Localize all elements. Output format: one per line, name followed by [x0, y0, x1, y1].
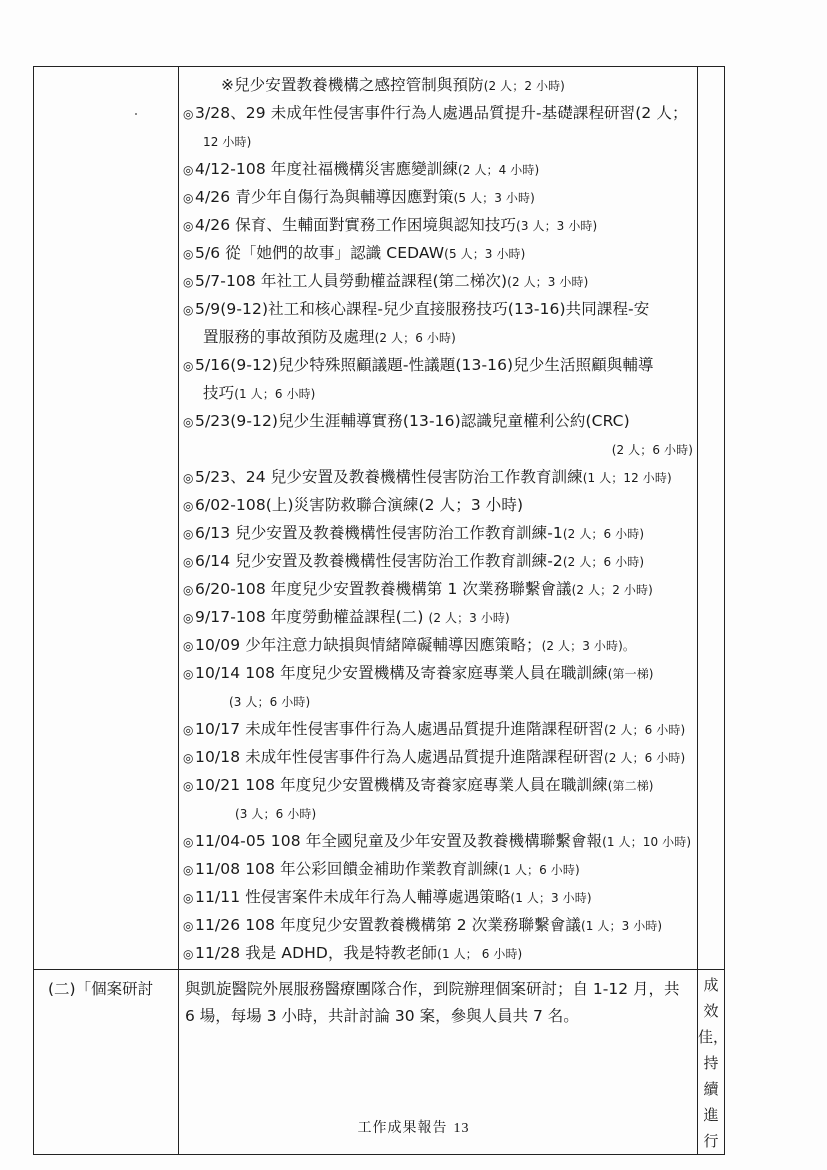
training-item-detail: (2 人；2 小時) — [571, 583, 653, 597]
training-item — [183, 547, 697, 575]
result-text-line: 佳， — [698, 1028, 729, 1046]
training-item-text: 9/17-108 年度勞動權益課程(二) — [195, 608, 429, 626]
training-list — [179, 67, 697, 969]
bullet-icon: ◎ — [183, 919, 194, 933]
bullet-icon: ◎ — [183, 219, 194, 233]
training-item-text: 3/28、29 未成年性侵害事件行為人處遇品質提升-基礎課程研習(2 人； — [195, 104, 688, 122]
training-item-detail: (2 人；6 小時) — [374, 331, 456, 345]
training-item-detail: (3 人；6 小時) — [235, 807, 317, 821]
training-result-cell — [698, 67, 725, 970]
bullet-icon: ◎ — [183, 191, 194, 205]
bullet-icon: ◎ — [183, 275, 194, 289]
training-item-detail: (2 人；6 小時) — [604, 723, 686, 737]
bullet-icon: ◎ — [183, 723, 194, 737]
training-item — [183, 519, 697, 547]
training-item-detail: (2 人；3 小時) — [507, 275, 589, 289]
training-item-text: 6/13 兒少安置及教養機構性侵害防治工作教育訓練-1 — [195, 524, 563, 542]
training-item-detail: (2 人；6 小時) — [562, 527, 645, 541]
bullet-icon: ◎ — [183, 891, 194, 905]
training-item — [183, 127, 697, 155]
training-item-text: 4/26 青少年自傷行為與輔導因應對策 — [195, 188, 454, 206]
training-item-detail: (5 人；3 小時) — [453, 191, 535, 205]
bullet-icon: ◎ — [183, 947, 194, 961]
training-item-text: 置服務的事故預防及處理 — [203, 328, 375, 346]
training-item-detail: (1 人； 6 小時) — [437, 947, 523, 961]
training-item-text: 6/14 兒少安置及教養機構性侵害防治工作教育訓練-2 — [195, 552, 563, 570]
training-item — [183, 799, 697, 827]
training-item-text: 5/6 從「她們的故事」認識 CEDAW — [195, 244, 445, 262]
training-item-text: 4/26 保育、生輔面對實務工作困境與認知技巧 — [195, 216, 517, 234]
training-item-text: 5/7-108 年社工人員勞動權益課程(第二梯次) — [195, 272, 508, 290]
training-item-text: 10/17 未成年性侵害事件行為人處遇品質提升進階課程研習 — [195, 720, 604, 738]
training-item — [183, 603, 697, 631]
training-item-text: 11/04-05 108 年全國兒童及少年安置及教養機構聯繫會報 — [195, 832, 603, 850]
training-item-text: 10/21 108 年度兒少安置機構及寄養家庭專業人員在職訓練 — [195, 776, 608, 794]
bullet-icon: ◎ — [183, 835, 194, 849]
training-item — [183, 631, 697, 659]
training-item — [183, 575, 697, 603]
training-item-detail: (3 人；3 小時) — [516, 219, 598, 233]
training-item — [183, 827, 697, 855]
page-footer — [0, 1117, 827, 1137]
training-item-detail: 12 小時) — [203, 135, 252, 149]
training-item — [183, 659, 697, 687]
training-item-text: 4/12-108 年度社福機構災害應變訓練 — [195, 160, 459, 178]
training-item-detail: (第一梯) — [607, 667, 654, 681]
training-item — [183, 71, 697, 99]
training-list-cell — [179, 67, 698, 970]
training-item-text: ※兒少安置教養機構之感控管制與預防 — [221, 76, 484, 94]
bullet-icon: ◎ — [183, 555, 194, 569]
training-category-cell — [34, 67, 179, 970]
training-item-detail: (1 人；3 小時) — [510, 891, 592, 905]
training-item-detail: (2 人；6 小時) — [604, 751, 686, 765]
training-item — [183, 155, 697, 183]
training-report-table — [33, 66, 729, 1155]
case-study-description: 與凱旋醫院外展服務醫療團隊合作，到院辦理個案研討；自 1-12 月，共 6 場，每場 3 小時，共計討論 30 案，參與人員共 7 名。 — [185, 980, 680, 1025]
training-item-detail: (1 人；6 小時) — [498, 863, 580, 877]
training-item-text: 11/08 108 年公彩回饋金補助作業教育訓練 — [195, 860, 499, 878]
training-item — [183, 351, 697, 379]
training-item-detail: (1 人；6 小時) — [234, 387, 316, 401]
training-item-text: 6/20-108 年度兒少安置教養機構第 1 次業務聯繫會議 — [195, 580, 572, 598]
training-item-detail: (2 人；2 小時) — [483, 79, 565, 93]
training-item-text: 11/11 性侵害案件未成年行為人輔導處遇策略 — [195, 888, 511, 906]
bullet-icon: ◎ — [183, 163, 194, 177]
training-item-text: 技巧 — [203, 384, 235, 402]
training-item — [183, 435, 697, 463]
bullet-icon: ◎ — [183, 667, 194, 681]
training-item — [183, 183, 697, 211]
bullet-icon: ◎ — [183, 527, 194, 541]
case-study-category: (二)「個案研討 — [48, 980, 154, 998]
bullet-icon: ◎ — [183, 359, 194, 373]
training-item-detail: (2 人；6 小時) — [562, 555, 645, 569]
training-item-text: 5/9(9-12)社工和核心課程-兒少直接服務技巧(13-16)共同課程-安 — [195, 300, 650, 318]
training-item-text: 11/28 我是 ADHD，我是特教老師 — [195, 944, 438, 962]
bullet-icon: ◎ — [183, 415, 194, 429]
training-item-detail: (5 人；3 小時) — [444, 247, 526, 261]
training-item — [183, 743, 697, 771]
training-item — [183, 687, 697, 715]
training-item — [183, 771, 697, 799]
result-text-line: 成效 — [703, 976, 719, 1020]
bullet-icon: ◎ — [183, 751, 194, 765]
training-item-detail: (2 人；3 小時) — [428, 611, 510, 625]
training-item — [183, 295, 697, 323]
training-item-detail: (3 人；6 小時) — [229, 695, 311, 709]
training-item-text: 5/16(9-12)兒少特殊照顧議題-性議題(13-16)兒少生活照顧與輔導 — [195, 356, 654, 374]
training-item — [183, 715, 697, 743]
training-item — [183, 323, 697, 351]
bullet-icon: ◎ — [183, 107, 194, 121]
training-item — [183, 883, 697, 911]
training-item — [183, 911, 697, 939]
training-item-text: 6/02-108(上)災害防救聯合演練(2 人；3 小時) — [195, 496, 524, 514]
training-item — [183, 239, 697, 267]
training-item — [183, 407, 697, 435]
result-text-line: 行 — [703, 1132, 719, 1150]
training-item-text: 11/26 108 年度兒少安置教養機構第 2 次業務聯繫會議 — [195, 916, 581, 934]
training-item-detail: (1 人；12 小時) — [582, 471, 672, 485]
training-item-detail: (2 人；6 小時) — [611, 443, 693, 457]
result-text-line: 持 — [703, 1054, 719, 1072]
training-item — [183, 463, 697, 491]
training-row — [34, 67, 725, 970]
training-item — [183, 267, 697, 295]
training-item-detail: (2 人；3 小時)。 — [541, 639, 635, 653]
training-item-text: 10/09 少年注意力缺損與情緒障礙輔導因應策略； — [195, 636, 542, 654]
bullet-icon: ◎ — [183, 639, 194, 653]
training-item-detail: (第二梯) — [607, 779, 654, 793]
result-text-line: 續進 — [703, 1080, 719, 1124]
bullet-icon: ◎ — [183, 779, 194, 793]
bullet-icon: ◎ — [183, 863, 194, 877]
bullet-icon: ◎ — [183, 611, 194, 625]
bullet-icon: ◎ — [183, 247, 194, 261]
bullet-icon: ◎ — [183, 303, 194, 317]
page-number: 13 — [453, 1121, 470, 1136]
training-item-detail: (1 人；10 小時) — [602, 835, 692, 849]
training-item-detail: (1 人；3 小時) — [580, 919, 663, 933]
footer-label: 工作成果報告 — [357, 1120, 448, 1136]
training-item — [183, 211, 697, 239]
training-item — [183, 99, 697, 127]
training-item-text: 5/23(9-12)兒少生涯輔導實務(13-16)認識兒童權利公約(CRC) — [195, 412, 630, 430]
training-item-detail: (2 人；4 小時) — [458, 163, 540, 177]
bullet-icon: ◎ — [183, 499, 194, 513]
training-item — [183, 855, 697, 883]
bullet-icon: ◎ — [183, 583, 194, 597]
training-item — [183, 491, 697, 519]
training-item-text: 10/14 108 年度兒少安置機構及寄養家庭專業人員在職訓練 — [195, 664, 608, 682]
training-item-text: 5/23、24 兒少安置及教養機構性侵害防治工作教育訓練 — [195, 468, 583, 486]
training-item — [183, 379, 697, 407]
training-item — [183, 939, 697, 967]
bullet-icon: ◎ — [183, 471, 194, 485]
training-item-text: 10/18 未成年性侵害事件行為人處遇品質提升進階課程研習 — [195, 748, 604, 766]
